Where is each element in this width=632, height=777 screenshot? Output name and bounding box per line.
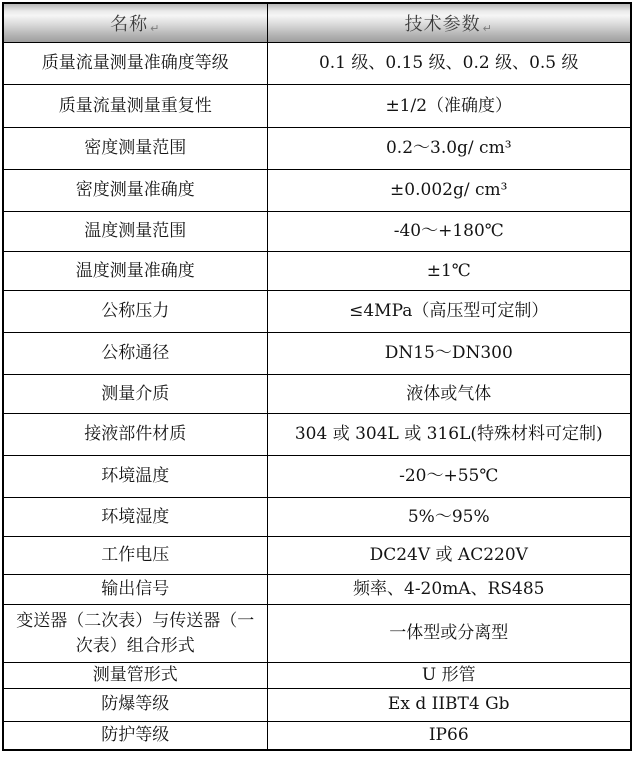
table-row xyxy=(3,537,631,575)
param-value-cell: ±1/2（准确度） xyxy=(267,85,631,128)
param-value-cell: ±0.002g/ cm³ xyxy=(267,170,631,212)
table-row xyxy=(3,212,631,252)
table-row xyxy=(3,128,631,170)
param-name-cell: 温度测量准确度 xyxy=(3,252,267,291)
param-value-cell: U 形管 xyxy=(267,663,631,689)
param-value-cell: 0.1 级、0.15 级、0.2 级、0.5 级 xyxy=(267,43,631,85)
param-value-cell: 304 或 304L 或 316L(特殊材料可定制) xyxy=(267,414,631,456)
table-row xyxy=(3,170,631,212)
param-name-cell: 变送器（二次表）与传送器（一次表）组合形式 xyxy=(3,605,267,663)
param-name-cell: 测量介质 xyxy=(3,375,267,414)
header-cell-name xyxy=(3,3,267,43)
param-value-cell: Ex d IIBT4 Gb xyxy=(267,688,631,721)
table-row xyxy=(3,291,631,333)
table-row xyxy=(3,456,631,498)
param-name-cell: 工作电压 xyxy=(3,537,267,575)
param-name-cell: 防爆等级 xyxy=(3,688,267,721)
param-value-cell: IP66 xyxy=(267,721,631,750)
param-name-cell: 公称压力 xyxy=(3,291,267,333)
table-row xyxy=(3,43,631,85)
param-name-cell: 输出信号 xyxy=(3,575,267,605)
spec-table xyxy=(2,2,632,751)
param-value-cell: 液体或气体 xyxy=(267,375,631,414)
spec-table-body xyxy=(3,43,631,751)
header-cell-params xyxy=(267,3,631,43)
param-name-cell: 温度测量范围 xyxy=(3,212,267,252)
table-row xyxy=(3,575,631,605)
param-name-cell: 环境湿度 xyxy=(3,498,267,537)
paragraph-mark-icon: ↵ xyxy=(150,22,161,35)
table-header-row xyxy=(3,3,631,43)
table-row xyxy=(3,85,631,128)
param-name-cell: 密度测量准确度 xyxy=(3,170,267,212)
param-name-cell: 环境温度 xyxy=(3,456,267,498)
param-value-cell: -40～+180℃ xyxy=(267,212,631,252)
param-value-cell: -20～+55℃ xyxy=(267,456,631,498)
table-row xyxy=(3,498,631,537)
header-params-label: 技术参数 xyxy=(404,14,481,35)
table-row xyxy=(3,414,631,456)
param-value-cell: 频率、4-20mA、RS485 xyxy=(267,575,631,605)
param-value-cell: ≤4MPa（高压型可定制） xyxy=(267,291,631,333)
param-name-cell: 防护等级 xyxy=(3,721,267,750)
table-row xyxy=(3,721,631,750)
param-value-cell: 一体型或分离型 xyxy=(267,605,631,663)
param-name-cell: 测量管形式 xyxy=(3,663,267,689)
table-row xyxy=(3,663,631,689)
param-value-cell: 5%～95% xyxy=(267,498,631,537)
header-name-label: 名称 xyxy=(110,14,149,35)
param-value-cell: ±1℃ xyxy=(267,252,631,291)
param-value-cell: DC24V 或 AC220V xyxy=(267,537,631,575)
param-name-cell: 接液部件材质 xyxy=(3,414,267,456)
paragraph-mark-icon: ↵ xyxy=(482,22,493,35)
table-row xyxy=(3,375,631,414)
param-value-cell: DN15～DN300 xyxy=(267,333,631,375)
table-row xyxy=(3,252,631,291)
param-name-cell: 密度测量范围 xyxy=(3,128,267,170)
param-name-cell: 质量流量测量准确度等级 xyxy=(3,43,267,85)
param-value-cell: 0.2～3.0g/ cm³ xyxy=(267,128,631,170)
table-row xyxy=(3,605,631,663)
table-row xyxy=(3,688,631,721)
table-row xyxy=(3,333,631,375)
param-name-cell: 公称通径 xyxy=(3,333,267,375)
param-name-cell: 质量流量测量重复性 xyxy=(3,85,267,128)
